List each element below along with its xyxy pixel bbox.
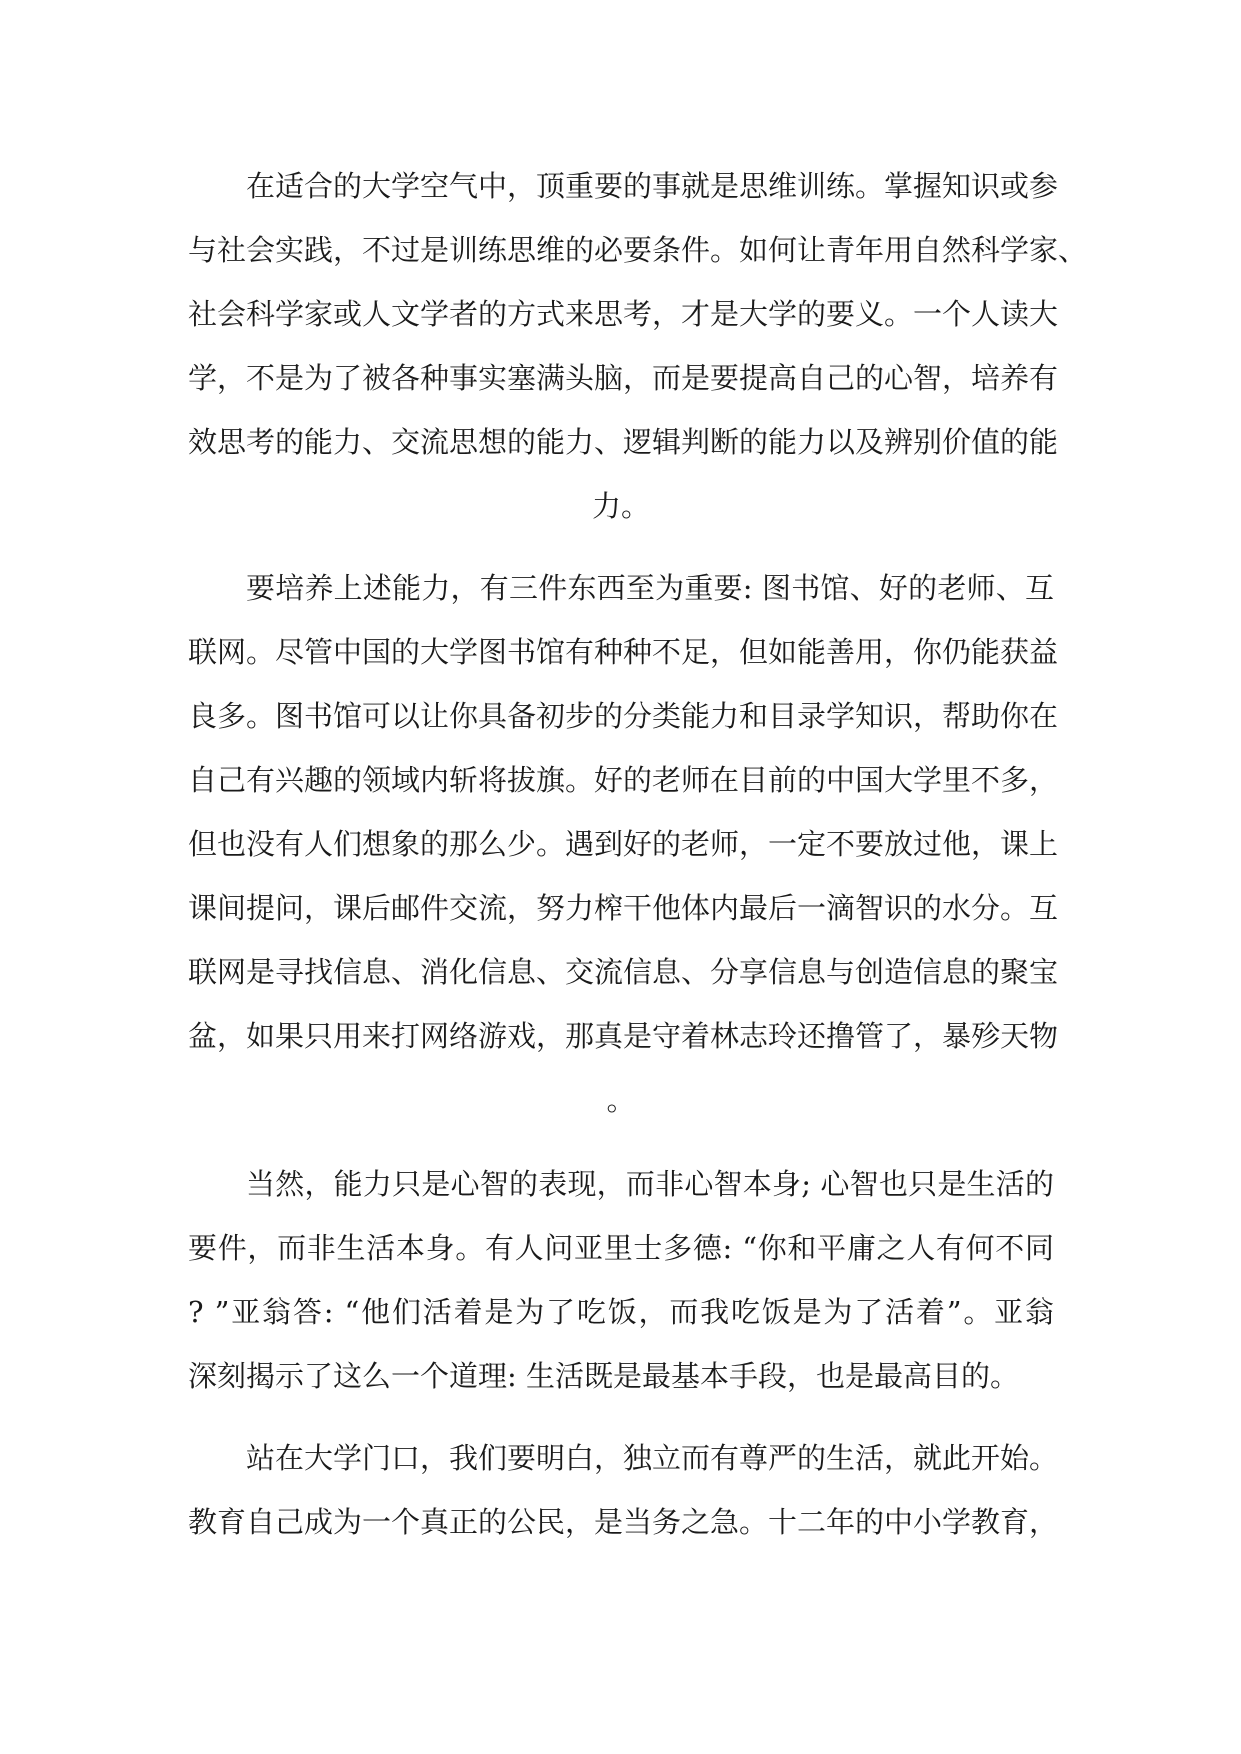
paragraph-2-line-4: 自己有兴趣的领域内斩将拔旗。好的老师在目前的中国大学里不多， — [188, 763, 1059, 797]
paragraph-3-line-1: 当然，能力只是心智的表现，而非心智本身; 心智也只是生活的 — [246, 1167, 1054, 1201]
paragraph-1-line-3: 社会科学家或人文学者的方式来思考，才是大学的要义。一个人读大 — [188, 297, 1059, 331]
paragraph-2-line-2: 联网。尽管中国的大学图书馆有种种不足，但如能善用，你仍能获益 — [188, 635, 1059, 669]
paragraph-2-line-3: 良多。图书馆可以让你具备初步的分类能力和目录学知识，帮助你在 — [188, 699, 1059, 733]
paragraph-3-line-3: ? ”亚翁答: “他们活着是为了吃饭，而我吃饭是为了活着”。亚翁 — [188, 1295, 1054, 1329]
paragraph-1-line-4: 学，不是为了被各种事实塞满头脑，而是要提高自己的心智，培养有 — [188, 361, 1059, 395]
paragraph-3-line-4: 深刻揭示了这么一个道理: 生活既是最基本手段，也是最高目的。 — [188, 1359, 1019, 1393]
paragraph-2-line-7: 联网是寻找信息、消化信息、交流信息、分享信息与创造信息的聚宝 — [188, 955, 1059, 989]
paragraph-1-line-6: 力。 — [591, 489, 650, 523]
paragraph-2-line-1: 要培养上述能力，有三件东西至为重要: 图书馆、好的老师、互 — [246, 571, 1054, 605]
paragraph-2-line-9: 。 — [606, 1083, 636, 1117]
paragraph-4-line-2: 教育自己成为一个真正的公民，是当务之急。十二年的中小学教育， — [188, 1505, 1059, 1539]
paragraph-2-line-5: 但也没有人们想象的那么少。遇到好的老师，一定不要放过他，课上 — [188, 827, 1059, 861]
paragraph-3-line-2: 要件，而非生活本身。有人问亚里士多德: “你和平庸之人有何不同 — [188, 1231, 1054, 1265]
paragraph-1-line-5: 效思考的能力、交流思想的能力、逻辑判断的能力以及辨别价值的能 — [188, 425, 1059, 459]
paragraph-4-line-1: 站在大学门口，我们要明白，独立而有尊严的生活，就此开始。 — [246, 1441, 1059, 1475]
paragraph-2-line-8: 盆，如果只用来打网络游戏，那真是守着林志玲还撸管了，暴殄天物 — [188, 1019, 1059, 1053]
paragraph-1-line-1: 在适合的大学空气中，顶重要的事就是思维训练。掌握知识或参 — [246, 169, 1059, 203]
paragraph-2-line-6: 课间提问，课后邮件交流，努力榨干他体内最后一滴智识的水分。互 — [188, 891, 1059, 925]
paragraph-1-line-2: 与社会实践，不过是训练思维的必要条件。如何让青年用自然科学家、 — [188, 233, 1088, 267]
